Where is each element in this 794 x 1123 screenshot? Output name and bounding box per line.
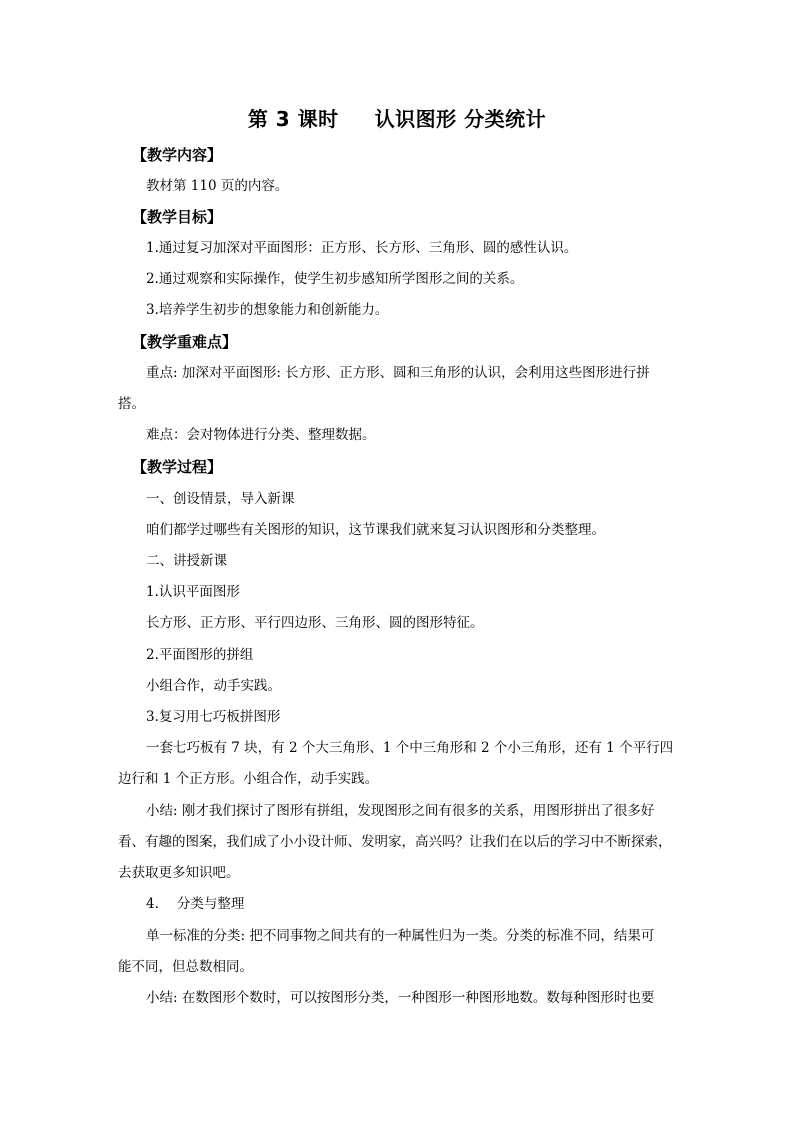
title-topic: 认识图形 分类统计 [374,107,547,131]
part-4-heading [146,894,686,914]
summary-1-line-1: 小结: 刚才我们探讨了图形有拼组，发现图形之间有很多的关系，用图形拼出了很多好 [146,803,655,819]
heading-content: 【教学内容】 [132,146,223,164]
part-4-text-line-2: 能不同，但总数相同。 [118,959,253,975]
part-3-title: 3.复习用七巧板拼图形 [146,709,281,725]
summary-1-line-3: 去获取更多知识吧。 [118,865,240,881]
focus-line-2: 搭。 [118,396,145,412]
difficulty-line: 难点：会对物体进行分类、整理数据。 [146,427,376,443]
heading-process: 【教学过程】 [132,458,223,476]
part-4-text-line-1: 单一标准的分类: 把不同事物之间共有的一种属性归为一类。分类的标准不同，结果可 [146,928,655,944]
section-2-title: 二、讲授新课 [146,553,227,569]
part-1-text: 长方形、正方形、平行四边形、三角形、圆的图形特征。 [146,615,484,631]
focus-line-1: 重点: 加深对平面图形: 长方形、正方形、圆和三角形的认识，会利用这些图形进行拼 [146,365,650,381]
summary-2-line-1: 小结: 在数图形个数时，可以按图形分类，一种图形一种图形地数。数每种图形时也要 [146,990,655,1006]
page-title [0,103,794,132]
content-text: 教材第 110 页的内容。 [146,178,289,194]
part-2-title: 2.平面图形的拼组 [146,647,254,663]
section-1-text: 咱们都学过哪些有关图形的知识，这节课我们就来复习认识图形和分类整理。 [146,522,605,538]
part-4-number: 4. [146,896,159,912]
part-3-text-line-1: 一套七巧板有 7 块，有 2 个大三角形、1 个中三角形和 2 个小三角形，还有 1 个平行四 [146,740,674,756]
heading-key-points: 【教学重难点】 [132,333,238,351]
section-1-title: 一、创设情景，导入新课 [146,491,295,507]
part-4-title: 分类与整理 [176,896,245,912]
summary-1-line-2: 看、有趣的图案，我们成了小小设计师、发明家，高兴吗？让我们在以后的学习中不断探索， [118,834,672,850]
goal-item-1: 1.通过复习加深对平面图形：正方形、长方形、三角形、圆的感性认识。 [146,240,578,256]
part-3-text-line-2: 边行和 1 个正方形。小组合作，动手实践。 [118,771,379,787]
part-1-title: 1.认识平面图形 [146,584,240,600]
heading-goals: 【教学目标】 [132,208,223,226]
part-2-text: 小组合作，动手实践。 [146,678,281,694]
goal-item-3: 3.培养学生初步的想象能力和创新能力。 [146,302,389,318]
goal-item-2: 2.通过观察和实际操作，使学生初步感知所学图形之间的关系。 [146,271,524,287]
title-lesson-number: 第 3 课时 [247,107,339,131]
